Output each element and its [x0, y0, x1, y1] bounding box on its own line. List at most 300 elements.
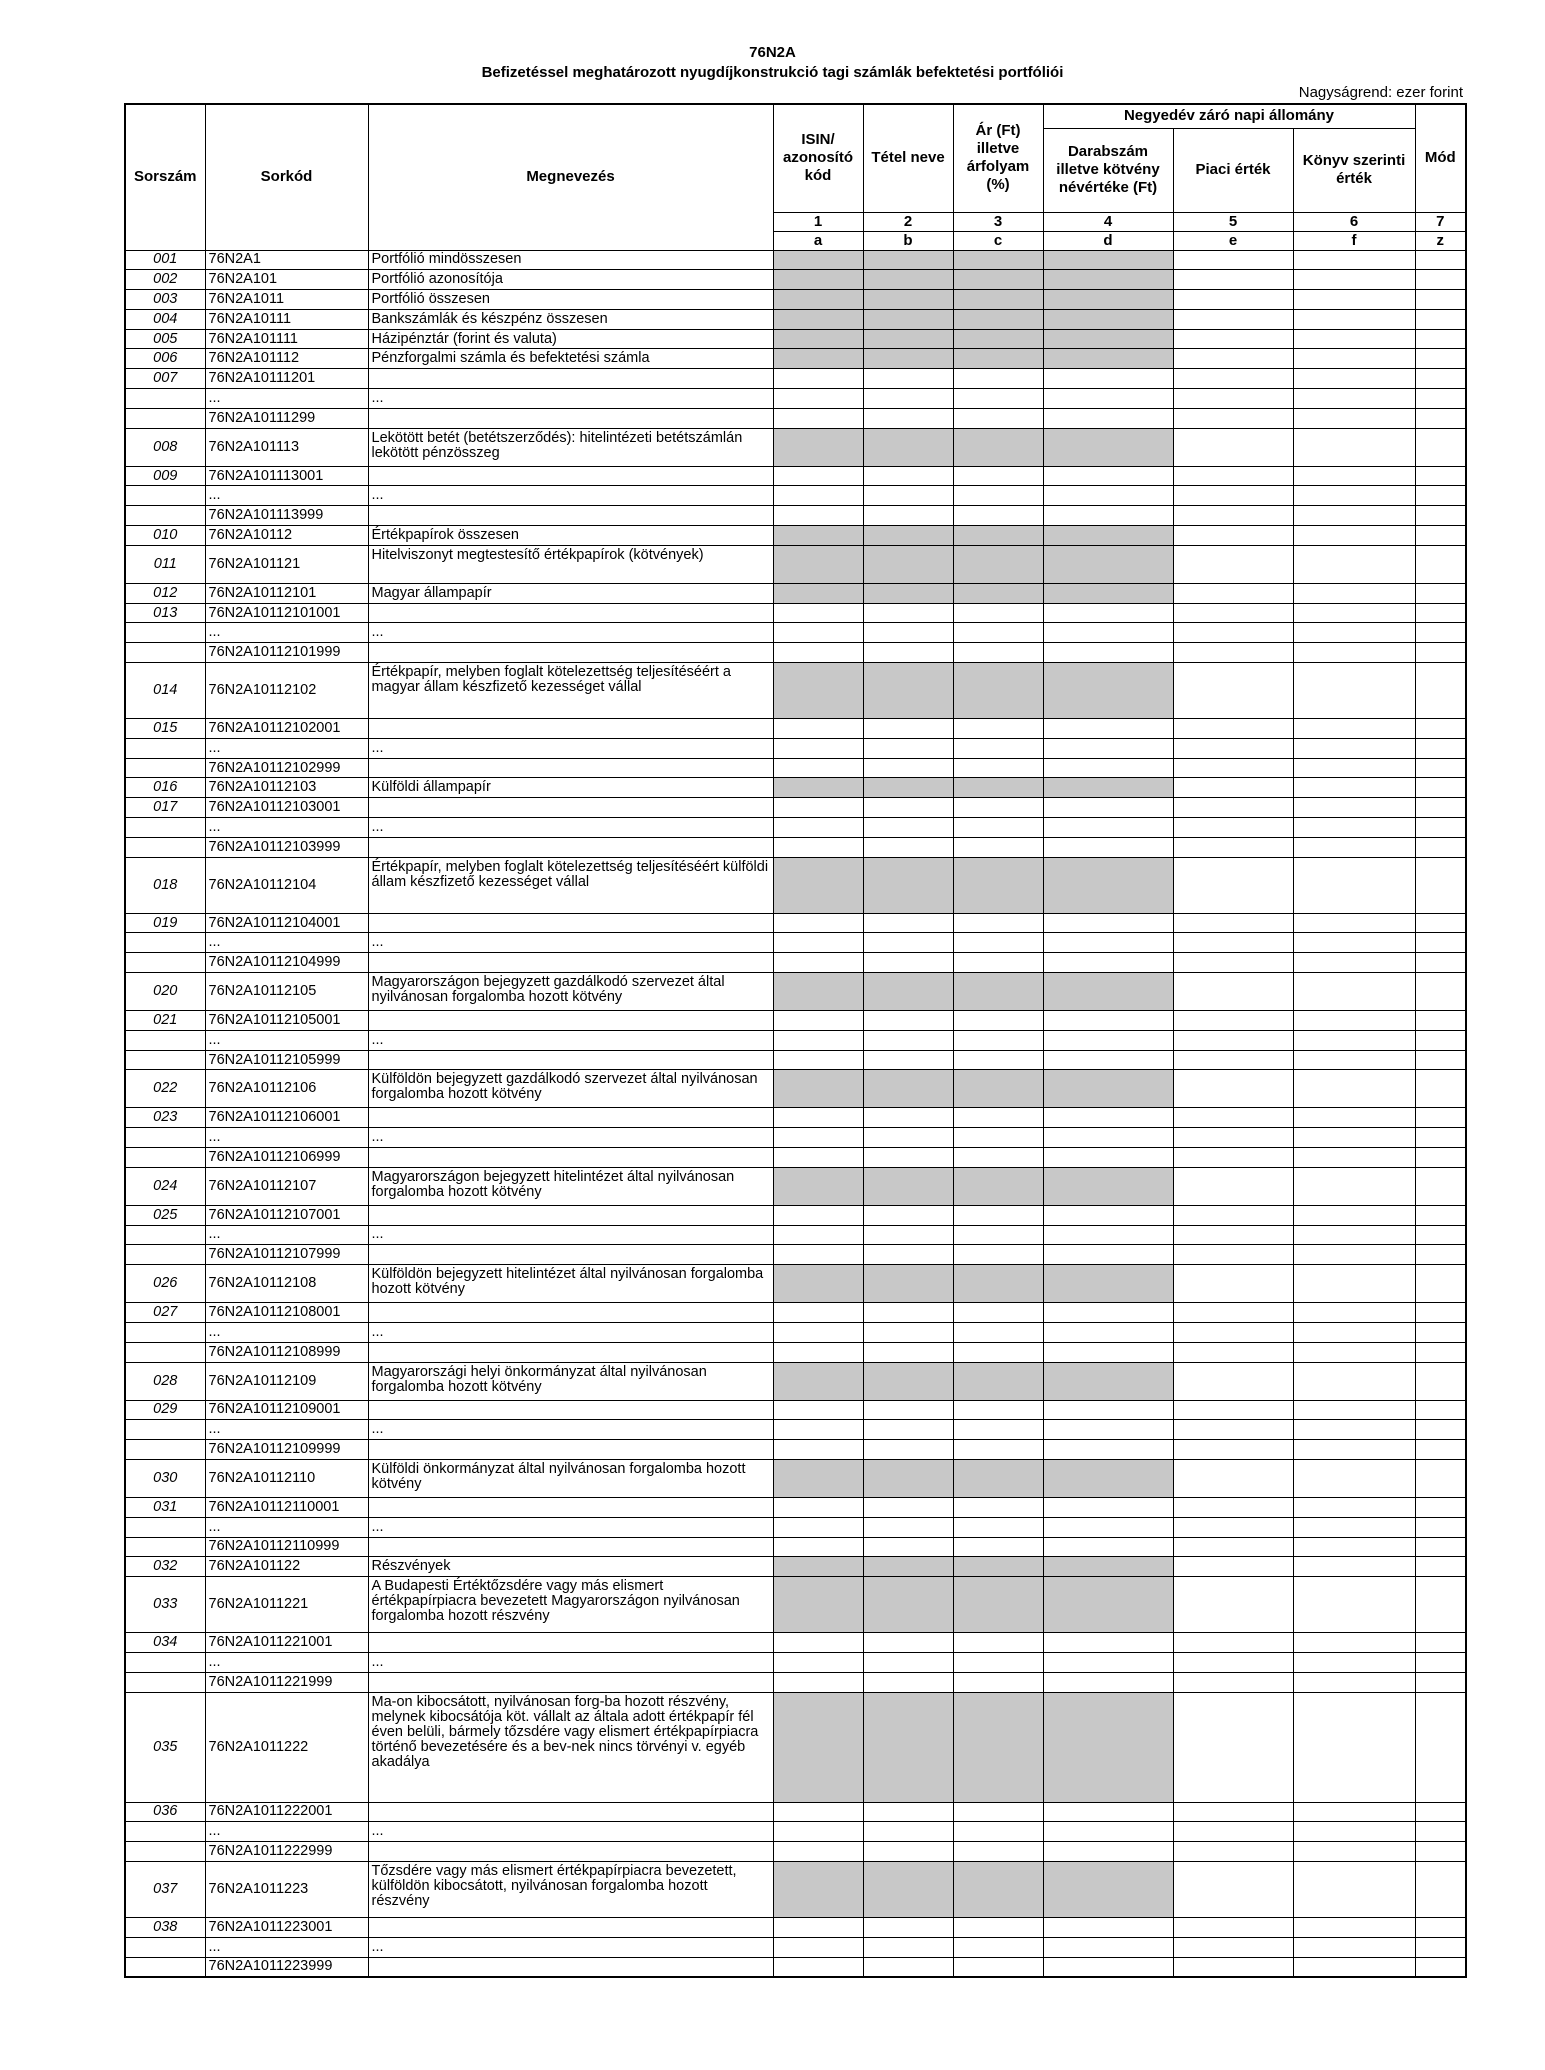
- piaci-cell[interactable]: [1173, 1557, 1293, 1577]
- mod-cell[interactable]: [1415, 1537, 1466, 1557]
- mod-cell[interactable]: [1415, 1128, 1466, 1148]
- darab-cell[interactable]: [1043, 1128, 1173, 1148]
- piaci-cell[interactable]: [1173, 1011, 1293, 1031]
- isin-cell[interactable]: [773, 1957, 863, 1977]
- tetel-cell[interactable]: [863, 1245, 953, 1265]
- ar-cell[interactable]: [953, 643, 1043, 663]
- piaci-cell[interactable]: [1173, 603, 1293, 623]
- mod-cell[interactable]: [1415, 1265, 1466, 1303]
- piaci-cell[interactable]: [1173, 623, 1293, 643]
- piaci-cell[interactable]: [1173, 913, 1293, 933]
- isin-cell[interactable]: [773, 1577, 863, 1633]
- mod-cell[interactable]: [1415, 973, 1466, 1011]
- konyv-cell[interactable]: [1293, 1050, 1415, 1070]
- isin-cell[interactable]: [773, 506, 863, 526]
- piaci-cell[interactable]: [1173, 290, 1293, 310]
- darab-cell[interactable]: [1043, 1245, 1173, 1265]
- tetel-cell[interactable]: [863, 1167, 953, 1205]
- ar-cell[interactable]: [953, 1633, 1043, 1653]
- ar-cell[interactable]: [953, 270, 1043, 290]
- isin-cell[interactable]: [773, 933, 863, 953]
- ar-cell[interactable]: [953, 1030, 1043, 1050]
- mod-cell[interactable]: [1415, 389, 1466, 409]
- mod-cell[interactable]: [1415, 1822, 1466, 1842]
- tetel-cell[interactable]: [863, 1802, 953, 1822]
- tetel-cell[interactable]: [863, 1303, 953, 1323]
- mod-cell[interactable]: [1415, 1245, 1466, 1265]
- konyv-cell[interactable]: [1293, 1342, 1415, 1362]
- piaci-cell[interactable]: [1173, 250, 1293, 270]
- isin-cell[interactable]: [773, 1362, 863, 1400]
- piaci-cell[interactable]: [1173, 1420, 1293, 1440]
- konyv-cell[interactable]: [1293, 270, 1415, 290]
- piaci-cell[interactable]: [1173, 545, 1293, 583]
- piaci-cell[interactable]: [1173, 1128, 1293, 1148]
- mod-cell[interactable]: [1415, 1937, 1466, 1957]
- piaci-cell[interactable]: [1173, 719, 1293, 739]
- mod-cell[interactable]: [1415, 1148, 1466, 1168]
- tetel-cell[interactable]: [863, 408, 953, 428]
- konyv-cell[interactable]: [1293, 1167, 1415, 1205]
- isin-cell[interactable]: [773, 857, 863, 913]
- konyv-cell[interactable]: [1293, 719, 1415, 739]
- darab-cell[interactable]: [1043, 913, 1173, 933]
- darab-cell[interactable]: [1043, 1148, 1173, 1168]
- mod-cell[interactable]: [1415, 1517, 1466, 1537]
- piaci-cell[interactable]: [1173, 1050, 1293, 1070]
- isin-cell[interactable]: [773, 758, 863, 778]
- darab-cell[interactable]: [1043, 1802, 1173, 1822]
- ar-cell[interactable]: [953, 526, 1043, 546]
- isin-cell[interactable]: [773, 643, 863, 663]
- piaci-cell[interactable]: [1173, 1245, 1293, 1265]
- darab-cell[interactable]: [1043, 1497, 1173, 1517]
- tetel-cell[interactable]: [863, 1937, 953, 1957]
- mod-cell[interactable]: [1415, 1167, 1466, 1205]
- piaci-cell[interactable]: [1173, 408, 1293, 428]
- ar-cell[interactable]: [953, 738, 1043, 758]
- ar-cell[interactable]: [953, 1672, 1043, 1692]
- isin-cell[interactable]: [773, 309, 863, 329]
- ar-cell[interactable]: [953, 1822, 1043, 1842]
- ar-cell[interactable]: [953, 1342, 1043, 1362]
- isin-cell[interactable]: [773, 526, 863, 546]
- mod-cell[interactable]: [1415, 778, 1466, 798]
- piaci-cell[interactable]: [1173, 1265, 1293, 1303]
- mod-cell[interactable]: [1415, 428, 1466, 466]
- mod-cell[interactable]: [1415, 623, 1466, 643]
- isin-cell[interactable]: [773, 329, 863, 349]
- mod-cell[interactable]: [1415, 1322, 1466, 1342]
- konyv-cell[interactable]: [1293, 329, 1415, 349]
- isin-cell[interactable]: [773, 1342, 863, 1362]
- darab-cell[interactable]: [1043, 389, 1173, 409]
- tetel-cell[interactable]: [863, 1633, 953, 1653]
- konyv-cell[interactable]: [1293, 1303, 1415, 1323]
- darab-cell[interactable]: [1043, 719, 1173, 739]
- piaci-cell[interactable]: [1173, 369, 1293, 389]
- konyv-cell[interactable]: [1293, 389, 1415, 409]
- mod-cell[interactable]: [1415, 545, 1466, 583]
- konyv-cell[interactable]: [1293, 1108, 1415, 1128]
- isin-cell[interactable]: [773, 290, 863, 310]
- tetel-cell[interactable]: [863, 389, 953, 409]
- isin-cell[interactable]: [773, 389, 863, 409]
- ar-cell[interactable]: [953, 1861, 1043, 1917]
- konyv-cell[interactable]: [1293, 506, 1415, 526]
- piaci-cell[interactable]: [1173, 953, 1293, 973]
- mod-cell[interactable]: [1415, 506, 1466, 526]
- ar-cell[interactable]: [953, 1265, 1043, 1303]
- mod-cell[interactable]: [1415, 309, 1466, 329]
- isin-cell[interactable]: [773, 1692, 863, 1802]
- tetel-cell[interactable]: [863, 818, 953, 838]
- darab-cell[interactable]: [1043, 1070, 1173, 1108]
- mod-cell[interactable]: [1415, 1633, 1466, 1653]
- ar-cell[interactable]: [953, 933, 1043, 953]
- ar-cell[interactable]: [953, 603, 1043, 623]
- tetel-cell[interactable]: [863, 1030, 953, 1050]
- konyv-cell[interactable]: [1293, 1537, 1415, 1557]
- darab-cell[interactable]: [1043, 1362, 1173, 1400]
- konyv-cell[interactable]: [1293, 290, 1415, 310]
- darab-cell[interactable]: [1043, 1011, 1173, 1031]
- piaci-cell[interactable]: [1173, 933, 1293, 953]
- piaci-cell[interactable]: [1173, 1917, 1293, 1937]
- konyv-cell[interactable]: [1293, 933, 1415, 953]
- piaci-cell[interactable]: [1173, 837, 1293, 857]
- konyv-cell[interactable]: [1293, 428, 1415, 466]
- mod-cell[interactable]: [1415, 933, 1466, 953]
- piaci-cell[interactable]: [1173, 1861, 1293, 1917]
- darab-cell[interactable]: [1043, 526, 1173, 546]
- isin-cell[interactable]: [773, 1842, 863, 1862]
- isin-cell[interactable]: [773, 1497, 863, 1517]
- tetel-cell[interactable]: [863, 1225, 953, 1245]
- mod-cell[interactable]: [1415, 663, 1466, 719]
- isin-cell[interactable]: [773, 623, 863, 643]
- konyv-cell[interactable]: [1293, 1802, 1415, 1822]
- mod-cell[interactable]: [1415, 408, 1466, 428]
- tetel-cell[interactable]: [863, 1497, 953, 1517]
- konyv-cell[interactable]: [1293, 1861, 1415, 1917]
- piaci-cell[interactable]: [1173, 506, 1293, 526]
- darab-cell[interactable]: [1043, 1937, 1173, 1957]
- piaci-cell[interactable]: [1173, 1400, 1293, 1420]
- darab-cell[interactable]: [1043, 1633, 1173, 1653]
- ar-cell[interactable]: [953, 1303, 1043, 1323]
- mod-cell[interactable]: [1415, 1420, 1466, 1440]
- tetel-cell[interactable]: [863, 1362, 953, 1400]
- konyv-cell[interactable]: [1293, 1652, 1415, 1672]
- tetel-cell[interactable]: [863, 1459, 953, 1497]
- darab-cell[interactable]: [1043, 953, 1173, 973]
- ar-cell[interactable]: [953, 818, 1043, 838]
- mod-cell[interactable]: [1415, 603, 1466, 623]
- isin-cell[interactable]: [773, 818, 863, 838]
- mod-cell[interactable]: [1415, 369, 1466, 389]
- konyv-cell[interactable]: [1293, 738, 1415, 758]
- tetel-cell[interactable]: [863, 1205, 953, 1225]
- tetel-cell[interactable]: [863, 1537, 953, 1557]
- darab-cell[interactable]: [1043, 369, 1173, 389]
- ar-cell[interactable]: [953, 329, 1043, 349]
- darab-cell[interactable]: [1043, 290, 1173, 310]
- konyv-cell[interactable]: [1293, 1517, 1415, 1537]
- darab-cell[interactable]: [1043, 1050, 1173, 1070]
- darab-cell[interactable]: [1043, 1652, 1173, 1672]
- konyv-cell[interactable]: [1293, 1937, 1415, 1957]
- ar-cell[interactable]: [953, 663, 1043, 719]
- ar-cell[interactable]: [953, 545, 1043, 583]
- isin-cell[interactable]: [773, 778, 863, 798]
- ar-cell[interactable]: [953, 466, 1043, 486]
- konyv-cell[interactable]: [1293, 1030, 1415, 1050]
- ar-cell[interactable]: [953, 349, 1043, 369]
- isin-cell[interactable]: [773, 1070, 863, 1108]
- ar-cell[interactable]: [953, 290, 1043, 310]
- darab-cell[interactable]: [1043, 1420, 1173, 1440]
- mod-cell[interactable]: [1415, 1459, 1466, 1497]
- tetel-cell[interactable]: [863, 623, 953, 643]
- ar-cell[interactable]: [953, 973, 1043, 1011]
- isin-cell[interactable]: [773, 1322, 863, 1342]
- mod-cell[interactable]: [1415, 1108, 1466, 1128]
- konyv-cell[interactable]: [1293, 526, 1415, 546]
- tetel-cell[interactable]: [863, 1148, 953, 1168]
- tetel-cell[interactable]: [863, 1342, 953, 1362]
- tetel-cell[interactable]: [863, 738, 953, 758]
- mod-cell[interactable]: [1415, 758, 1466, 778]
- isin-cell[interactable]: [773, 1148, 863, 1168]
- tetel-cell[interactable]: [863, 428, 953, 466]
- ar-cell[interactable]: [953, 408, 1043, 428]
- darab-cell[interactable]: [1043, 738, 1173, 758]
- piaci-cell[interactable]: [1173, 1842, 1293, 1862]
- piaci-cell[interactable]: [1173, 270, 1293, 290]
- piaci-cell[interactable]: [1173, 1303, 1293, 1323]
- mod-cell[interactable]: [1415, 526, 1466, 546]
- darab-cell[interactable]: [1043, 329, 1173, 349]
- konyv-cell[interactable]: [1293, 583, 1415, 603]
- mod-cell[interactable]: [1415, 1400, 1466, 1420]
- ar-cell[interactable]: [953, 758, 1043, 778]
- konyv-cell[interactable]: [1293, 1917, 1415, 1937]
- isin-cell[interactable]: [773, 583, 863, 603]
- darab-cell[interactable]: [1043, 933, 1173, 953]
- konyv-cell[interactable]: [1293, 1633, 1415, 1653]
- konyv-cell[interactable]: [1293, 1128, 1415, 1148]
- konyv-cell[interactable]: [1293, 1497, 1415, 1517]
- mod-cell[interactable]: [1415, 1802, 1466, 1822]
- tetel-cell[interactable]: [863, 1011, 953, 1031]
- konyv-cell[interactable]: [1293, 973, 1415, 1011]
- konyv-cell[interactable]: [1293, 1822, 1415, 1842]
- tetel-cell[interactable]: [863, 349, 953, 369]
- mod-cell[interactable]: [1415, 1842, 1466, 1862]
- konyv-cell[interactable]: [1293, 857, 1415, 913]
- ar-cell[interactable]: [953, 250, 1043, 270]
- tetel-cell[interactable]: [863, 719, 953, 739]
- darab-cell[interactable]: [1043, 818, 1173, 838]
- mod-cell[interactable]: [1415, 1030, 1466, 1050]
- tetel-cell[interactable]: [863, 1108, 953, 1128]
- isin-cell[interactable]: [773, 1822, 863, 1842]
- isin-cell[interactable]: [773, 1245, 863, 1265]
- piaci-cell[interactable]: [1173, 389, 1293, 409]
- isin-cell[interactable]: [773, 428, 863, 466]
- ar-cell[interactable]: [953, 1108, 1043, 1128]
- piaci-cell[interactable]: [1173, 738, 1293, 758]
- darab-cell[interactable]: [1043, 1692, 1173, 1802]
- isin-cell[interactable]: [773, 1225, 863, 1245]
- darab-cell[interactable]: [1043, 973, 1173, 1011]
- darab-cell[interactable]: [1043, 1440, 1173, 1460]
- tetel-cell[interactable]: [863, 1128, 953, 1148]
- piaci-cell[interactable]: [1173, 1030, 1293, 1050]
- ar-cell[interactable]: [953, 1459, 1043, 1497]
- mod-cell[interactable]: [1415, 486, 1466, 506]
- konyv-cell[interactable]: [1293, 623, 1415, 643]
- mod-cell[interactable]: [1415, 1303, 1466, 1323]
- piaci-cell[interactable]: [1173, 778, 1293, 798]
- mod-cell[interactable]: [1415, 1497, 1466, 1517]
- ar-cell[interactable]: [953, 309, 1043, 329]
- piaci-cell[interactable]: [1173, 1537, 1293, 1557]
- mod-cell[interactable]: [1415, 719, 1466, 739]
- konyv-cell[interactable]: [1293, 309, 1415, 329]
- darab-cell[interactable]: [1043, 1517, 1173, 1537]
- ar-cell[interactable]: [953, 1577, 1043, 1633]
- tetel-cell[interactable]: [863, 758, 953, 778]
- isin-cell[interactable]: [773, 837, 863, 857]
- piaci-cell[interactable]: [1173, 1497, 1293, 1517]
- piaci-cell[interactable]: [1173, 1167, 1293, 1205]
- isin-cell[interactable]: [773, 1633, 863, 1653]
- piaci-cell[interactable]: [1173, 1362, 1293, 1400]
- tetel-cell[interactable]: [863, 1917, 953, 1937]
- ar-cell[interactable]: [953, 1070, 1043, 1108]
- darab-cell[interactable]: [1043, 623, 1173, 643]
- darab-cell[interactable]: [1043, 309, 1173, 329]
- tetel-cell[interactable]: [863, 837, 953, 857]
- isin-cell[interactable]: [773, 1108, 863, 1128]
- piaci-cell[interactable]: [1173, 1440, 1293, 1460]
- tetel-cell[interactable]: [863, 1440, 953, 1460]
- isin-cell[interactable]: [773, 603, 863, 623]
- isin-cell[interactable]: [773, 1440, 863, 1460]
- konyv-cell[interactable]: [1293, 1011, 1415, 1031]
- tetel-cell[interactable]: [863, 270, 953, 290]
- mod-cell[interactable]: [1415, 290, 1466, 310]
- ar-cell[interactable]: [953, 1917, 1043, 1937]
- mod-cell[interactable]: [1415, 1225, 1466, 1245]
- piaci-cell[interactable]: [1173, 309, 1293, 329]
- mod-cell[interactable]: [1415, 1577, 1466, 1633]
- piaci-cell[interactable]: [1173, 1937, 1293, 1957]
- piaci-cell[interactable]: [1173, 1577, 1293, 1633]
- ar-cell[interactable]: [953, 953, 1043, 973]
- isin-cell[interactable]: [773, 953, 863, 973]
- darab-cell[interactable]: [1043, 545, 1173, 583]
- mod-cell[interactable]: [1415, 1861, 1466, 1917]
- ar-cell[interactable]: [953, 1497, 1043, 1517]
- ar-cell[interactable]: [953, 857, 1043, 913]
- tetel-cell[interactable]: [863, 466, 953, 486]
- isin-cell[interactable]: [773, 1050, 863, 1070]
- konyv-cell[interactable]: [1293, 1205, 1415, 1225]
- piaci-cell[interactable]: [1173, 349, 1293, 369]
- isin-cell[interactable]: [773, 1128, 863, 1148]
- tetel-cell[interactable]: [863, 1557, 953, 1577]
- mod-cell[interactable]: [1415, 857, 1466, 913]
- ar-cell[interactable]: [953, 798, 1043, 818]
- ar-cell[interactable]: [953, 1692, 1043, 1802]
- piaci-cell[interactable]: [1173, 758, 1293, 778]
- konyv-cell[interactable]: [1293, 1245, 1415, 1265]
- tetel-cell[interactable]: [863, 953, 953, 973]
- tetel-cell[interactable]: [863, 309, 953, 329]
- mod-cell[interactable]: [1415, 798, 1466, 818]
- darab-cell[interactable]: [1043, 1342, 1173, 1362]
- piaci-cell[interactable]: [1173, 1459, 1293, 1497]
- isin-cell[interactable]: [773, 1400, 863, 1420]
- piaci-cell[interactable]: [1173, 1633, 1293, 1653]
- mod-cell[interactable]: [1415, 270, 1466, 290]
- ar-cell[interactable]: [953, 837, 1043, 857]
- darab-cell[interactable]: [1043, 466, 1173, 486]
- ar-cell[interactable]: [953, 1205, 1043, 1225]
- darab-cell[interactable]: [1043, 837, 1173, 857]
- ar-cell[interactable]: [953, 486, 1043, 506]
- tetel-cell[interactable]: [863, 1070, 953, 1108]
- darab-cell[interactable]: [1043, 1822, 1173, 1842]
- ar-cell[interactable]: [953, 1802, 1043, 1822]
- isin-cell[interactable]: [773, 545, 863, 583]
- tetel-cell[interactable]: [863, 526, 953, 546]
- darab-cell[interactable]: [1043, 486, 1173, 506]
- piaci-cell[interactable]: [1173, 329, 1293, 349]
- ar-cell[interactable]: [953, 506, 1043, 526]
- isin-cell[interactable]: [773, 1802, 863, 1822]
- tetel-cell[interactable]: [863, 1842, 953, 1862]
- konyv-cell[interactable]: [1293, 1957, 1415, 1977]
- piaci-cell[interactable]: [1173, 663, 1293, 719]
- piaci-cell[interactable]: [1173, 1108, 1293, 1128]
- darab-cell[interactable]: [1043, 1030, 1173, 1050]
- konyv-cell[interactable]: [1293, 369, 1415, 389]
- ar-cell[interactable]: [953, 583, 1043, 603]
- piaci-cell[interactable]: [1173, 428, 1293, 466]
- isin-cell[interactable]: [773, 1517, 863, 1537]
- konyv-cell[interactable]: [1293, 603, 1415, 623]
- ar-cell[interactable]: [953, 1517, 1043, 1537]
- ar-cell[interactable]: [953, 913, 1043, 933]
- konyv-cell[interactable]: [1293, 1557, 1415, 1577]
- tetel-cell[interactable]: [863, 663, 953, 719]
- isin-cell[interactable]: [773, 738, 863, 758]
- konyv-cell[interactable]: [1293, 953, 1415, 973]
- darab-cell[interactable]: [1043, 603, 1173, 623]
- piaci-cell[interactable]: [1173, 798, 1293, 818]
- piaci-cell[interactable]: [1173, 466, 1293, 486]
- konyv-cell[interactable]: [1293, 545, 1415, 583]
- mod-cell[interactable]: [1415, 643, 1466, 663]
- tetel-cell[interactable]: [863, 369, 953, 389]
- piaci-cell[interactable]: [1173, 1205, 1293, 1225]
- isin-cell[interactable]: [773, 1537, 863, 1557]
- ar-cell[interactable]: [953, 1011, 1043, 1031]
